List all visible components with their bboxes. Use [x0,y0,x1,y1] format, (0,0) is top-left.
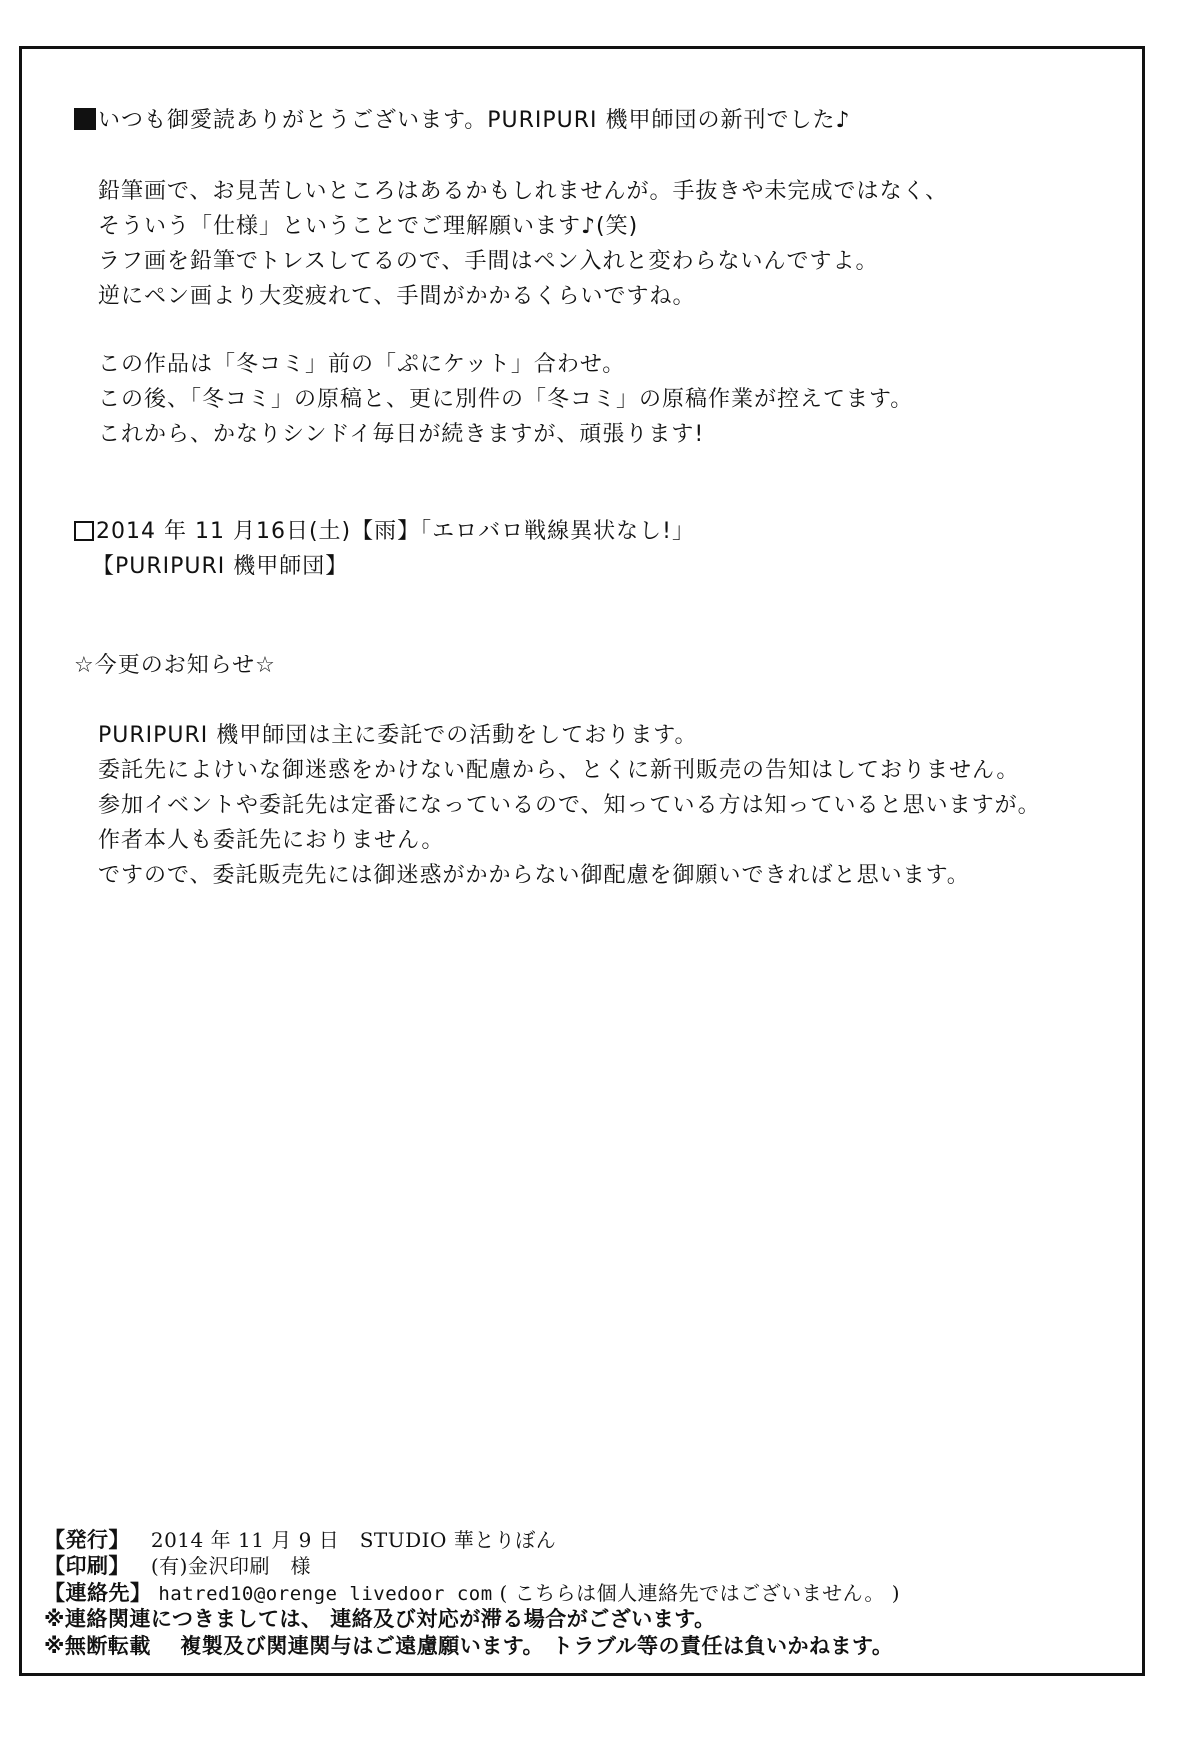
colophon-note-2 [44,1630,893,1660]
event-date-title: 2014 年 11 月16日(土)【雨】「エロバロ戦線異状なし!」 [96,519,695,544]
intro-heading-line [74,103,851,134]
intro-paragraph1-line-4: 逆にペン画より大変疲れて、手間がかかるくらいですね。 [98,284,696,309]
publish-label: 【発行】 [44,1528,130,1552]
colophon-print [44,1550,311,1580]
white-square-bullet-icon [74,521,94,541]
notice-line-4: 作者本人も委託先におりません。 [98,828,445,853]
colophon-note-1 [44,1603,716,1633]
contact-label: 【連絡先】 [44,1581,152,1605]
intro-paragraph1-line-1: 鉛筆画で、お見苦しいところはあるかもしれませんが。手抜きや未完成ではなく、 [98,179,949,204]
notice-heading: ☆今更のお知らせ☆ [74,653,276,678]
intro-heading: いつも御愛読ありがとうございます。PURIPURI 機甲師団の新刊でした♪ [98,108,851,133]
contact-email: hatred10@orenge livedoor com [158,1583,493,1605]
event-circle-name: 【PURIPURI 機甲師団】 [92,554,349,579]
intro-paragraph2-line-1: この作品は「冬コミ」前の「ぷにケット」合わせ。 [98,352,626,377]
intro-paragraph2-line-3: これから、かなりシンドイ毎日が続きますが、頑張ります! [98,422,705,447]
intro-paragraph2-line-2: この後、「冬コミ」の原稿と、更に別件の「冬コミ」の原稿作業が控えてます。 [98,387,914,412]
notice-line-2: 委託先によけいな御迷惑をかけない配慮から、とくに新刊販売の告知はしておりません。 [98,758,1020,783]
black-square-bullet-icon [74,108,96,130]
contact-note: ( こちらは個人連絡先ではございません。 ) [499,1581,901,1605]
event-line-1 [74,514,695,545]
intro-paragraph1-line-2: そういう「仕様」ということでご理解願います♪(笑) [98,214,639,239]
note1-text: ※連絡関連につきましては、 連絡及び対応が滞る場合がございます。 [44,1607,716,1631]
publish-value: 2014 年 11 月 9 日 STUDIO 華とりぼん [150,1528,557,1552]
print-value: (有)金沢印刷 様 [150,1554,311,1578]
intro-paragraph1-line-3: ラフ画を鉛筆でトレスしてるので、手間はペン入れと変わらないんですよ。 [98,249,879,274]
note2-text: ※無断転載 複製及び関連関与はご遠慮願います。 トラブル等の責任は負いかねます。 [44,1634,894,1658]
print-label: 【印刷】 [44,1554,130,1578]
notice-line-3: 参加イベントや委託先は定番になっているので、知っている方は知っていると思いますが。 [98,793,1041,818]
notice-line-5: ですので、委託販売先には御迷惑がかからない御配慮を御願いできればと思います。 [98,863,970,888]
notice-line-1: PURIPURI 機甲師団は主に委託での活動をしております。 [98,723,698,748]
